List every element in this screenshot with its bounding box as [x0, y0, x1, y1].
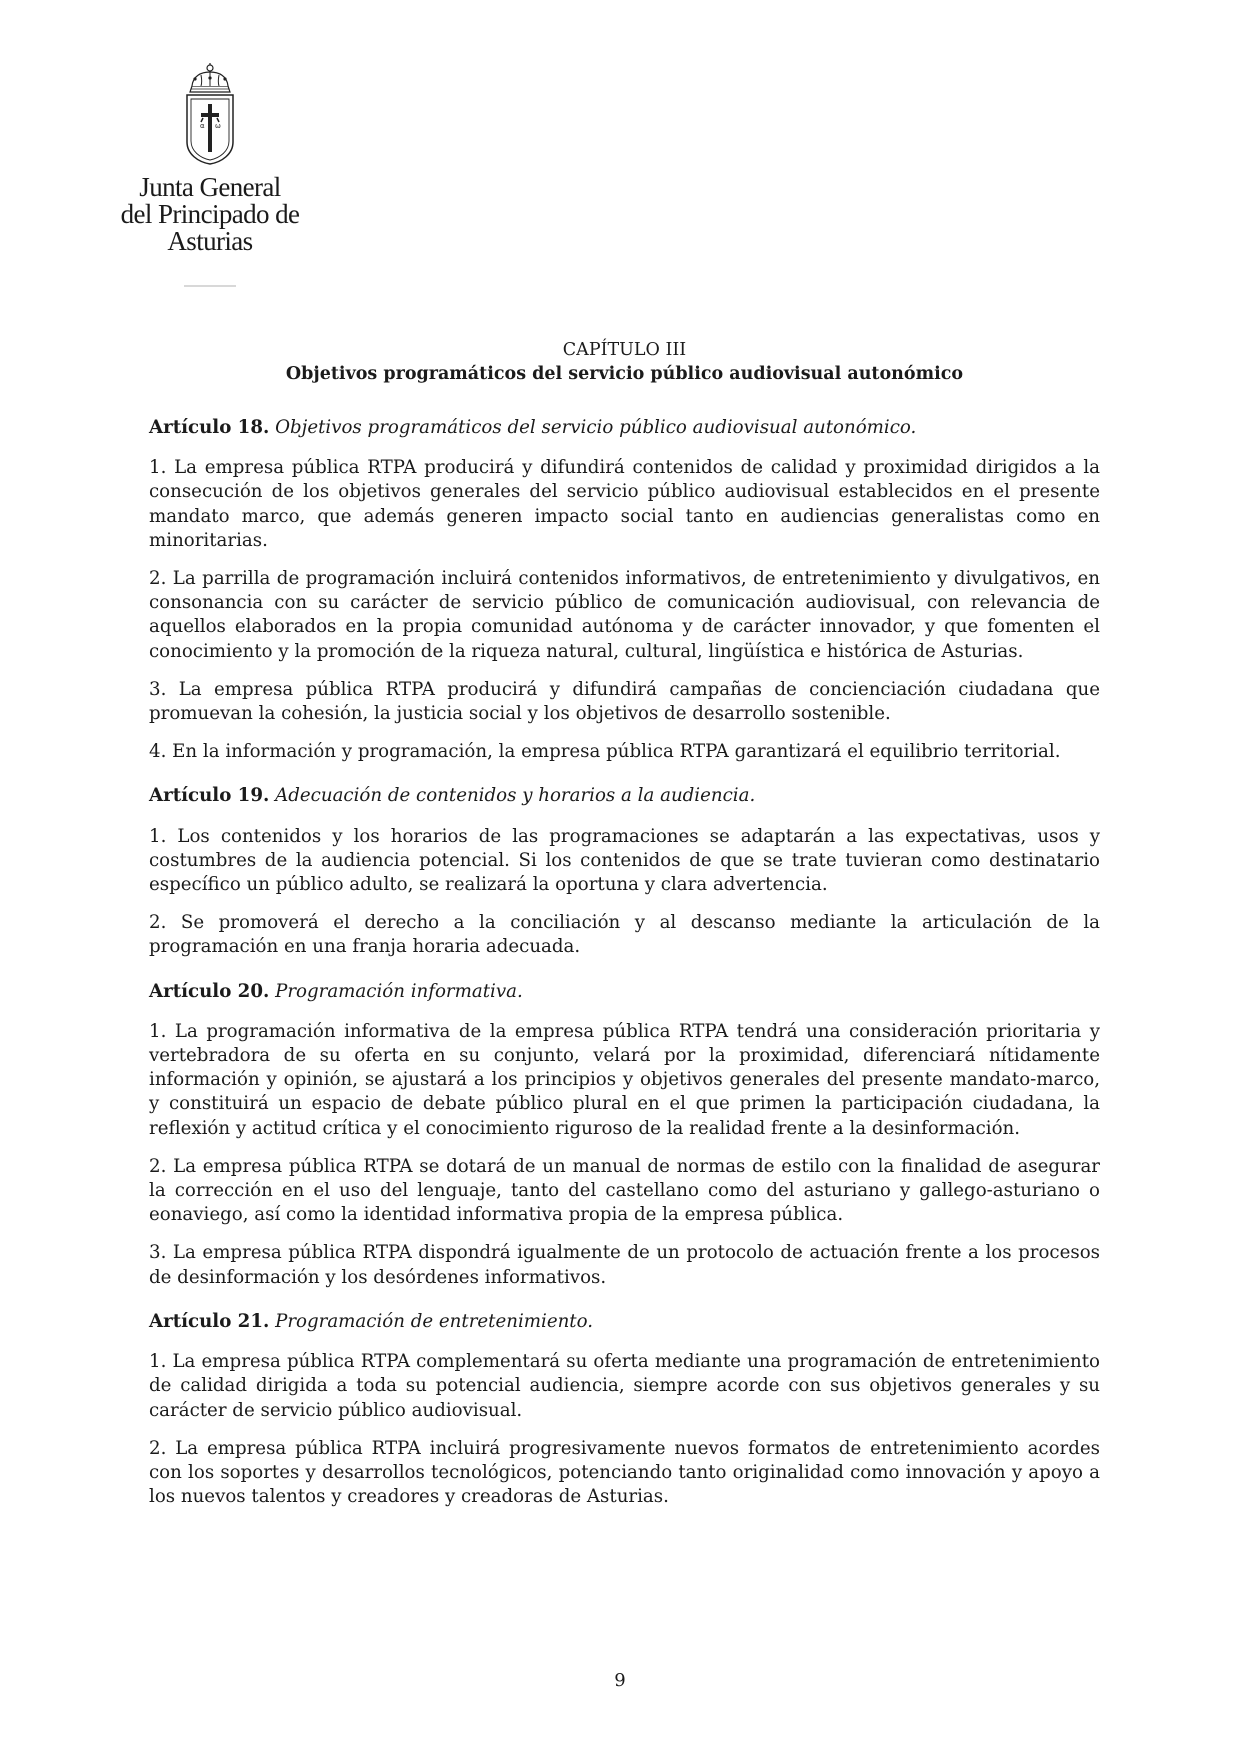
institution-logo: [90, 62, 330, 287]
article-19-heading: [149, 784, 1100, 808]
article-label: Artículo 19.: [149, 785, 270, 807]
article-title: Objetivos programáticos del servicio público audiovisual autonómico.: [275, 417, 917, 438]
article-18-heading: [149, 416, 1100, 440]
chapter-number: CAPÍTULO III: [562, 340, 687, 360]
coat-of-arms-icon: [181, 62, 239, 166]
svg-text:ω: ω: [215, 122, 221, 130]
article-label: Artículo 18.: [149, 417, 270, 438]
article-paragraph: 1. La empresa pública RTPA complementará su oferta mediante una programación de entretenimiento de calidad dirigida a toda su potencial audiencia, siempre acorde con sus objetivos generales y su carácter de servicio público audiovisual.: [149, 1351, 1100, 1421]
document-body: [149, 338, 1100, 1523]
article-paragraph: 1. La empresa pública RTPA producirá y difundirá contenidos de calidad y proximidad dirigidos a la consecución de los objetivos generales del servicio público audiovisual establecidos en el presente mandato marco, que además generen impacto social tanto en audiencias generalistas como en minoritarias.: [149, 457, 1100, 551]
article-paragraph: 1. Los contenidos y los horarios de las programaciones se adaptarán a las expectativas, usos y costumbres de la audiencia potencial. Si los contenidos de que se trate tuvieran como destinatario específico un público adulto, se realizará la oportuna y clara advertencia.: [149, 825, 1100, 896]
svg-text:α: α: [200, 122, 205, 130]
article-label: Artículo 21.: [149, 1310, 270, 1332]
article-paragraph: 1. La programación informativa de la empresa pública RTPA tendrá una consideración prioritaria y vertebradora de su oferta en su conjunto, velará por la proximidad, diferenciará nítidamente información y opinión, se ajustará a los principios y objetivos generales del presente mandato-marco, y constituirá un espacio de debate público plural en el que primen la participación ciudadana, la reflexión y actitud crítica y el conocimiento riguroso de la realidad frente a la desinformación.: [149, 1020, 1100, 1139]
article-paragraph: 3. La empresa pública RTPA producirá y difundirá campañas de concienciación ciudadana que promuevan la cohesión, la justicia social y los objetivos de desarrollo sostenible.: [149, 678, 1100, 725]
article-title: Programación de entretenimiento.: [275, 1310, 594, 1332]
article-paragraph: 2. La empresa pública RTPA incluirá progresivamente nuevos formatos de entretenimiento acordes con los soportes y desarrollos tecnológicos, potenciando tanto originalidad como innovación y apoyo a los nuevos talentos y creadores y creadoras de Asturias.: [149, 1437, 1100, 1508]
article-title: Programación informativa.: [275, 980, 523, 1002]
article-label: Artículo 20.: [149, 980, 270, 1002]
logo-divider: [184, 285, 236, 287]
article-paragraph: 2. La empresa pública RTPA se dotará de un manual de normas de estilo con la finalidad de asegurar la corrección en el uso del lenguaje, tanto del castellano como del asturiano y gallego-asturiano o eonaviego, así como la identidad informativa propia de la empresa pública.: [149, 1155, 1100, 1226]
chapter-title: Objetivos programáticos del servicio público audiovisual autonómico: [285, 364, 964, 384]
article-paragraph: 3. La empresa pública RTPA dispondrá igualmente de un protocolo de actuación frente a los procesos de desinformación y los desórdenes informativos.: [149, 1242, 1100, 1288]
article-paragraph: 2. Se promoverá el derecho a la conciliación y al descanso mediante la articulación de la programación en una franja horaria adecuada.: [149, 912, 1100, 958]
article-paragraph: 4. En la información y programación, la empresa pública RTPA garantizará el equilibrio territorial.: [149, 741, 1061, 763]
article-paragraph: 2. La parrilla de programación incluirá contenidos informativos, de entretenimiento y divulgativos, en consonancia con su carácter de servicio público de comunicación audiovisual, con relevancia de aquellos elaborados en la propia comunidad autónoma y de carácter innovador, y que fomenten el conocimiento y la promoción de la riqueza natural, cultural, lingüística e histórica de Asturias.: [149, 568, 1100, 662]
article-20-heading: [149, 980, 1100, 1004]
article-21-heading: [149, 1310, 1100, 1334]
page-number: 9: [614, 1670, 626, 1691]
article-title: Adecuación de contenidos y horarios a la audiencia.: [275, 785, 756, 807]
institution-name-line2: del Principado de Asturias: [120, 199, 300, 256]
institution-name-line1: Junta General: [139, 172, 281, 202]
